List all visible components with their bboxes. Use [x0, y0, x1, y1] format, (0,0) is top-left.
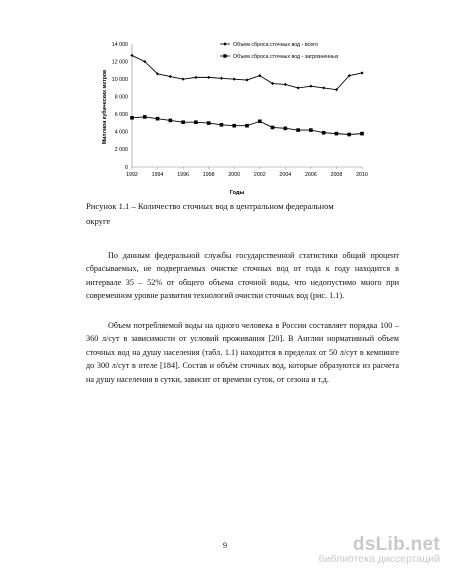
y-axis-title: Миллион кубических метров	[102, 69, 108, 145]
data-point-polluted	[347, 133, 351, 137]
y-tick-label: 0	[125, 164, 128, 171]
data-point-polluted	[194, 120, 198, 124]
y-tick-label: 14 000	[111, 41, 128, 48]
watermark-subtitle: библиотека диссертаций	[318, 553, 440, 565]
data-point-polluted	[309, 128, 313, 132]
y-tick-label: 12 000	[111, 59, 128, 66]
data-point-total	[233, 78, 236, 81]
x-tick-label: 2002	[253, 172, 266, 178]
y-tick-label: 4 000	[114, 129, 128, 136]
watermark	[319, 534, 440, 565]
data-point-total	[169, 75, 172, 78]
data-point-polluted	[335, 132, 339, 136]
paragraph-statistics-text: По данным федеральной службы государственной статистики общий процент сбрасываемых, не подвергаемых очистке сточных вод от года к году находится в интервале 35 – 52% от общего объема сточной воды, что недопустимо много при современном уровне развития технологий очистки сточных вод (рис. 1.1).	[86, 251, 399, 301]
data-point-total	[245, 78, 248, 81]
data-point-polluted	[245, 124, 249, 128]
series-line-total	[132, 55, 362, 89]
data-point-polluted	[130, 116, 134, 120]
sewage-volume-line-chart	[96, 32, 376, 200]
legend-diamond-marker	[223, 42, 227, 46]
y-tick-label: 8 000	[114, 94, 128, 101]
x-tick-label: 1994	[151, 172, 164, 178]
data-point-polluted	[258, 120, 262, 124]
data-point-polluted	[181, 120, 185, 124]
data-point-polluted	[143, 115, 147, 119]
data-point-total	[322, 86, 325, 89]
x-tick-label: 1996	[177, 172, 190, 178]
data-point-polluted	[169, 119, 173, 123]
figure-caption-line-1: Рисунок 1.1 – Количество сточных вод в центральном федеральном	[86, 201, 334, 211]
watermark-logo: dsLib.net	[352, 534, 440, 555]
data-point-total	[182, 78, 185, 81]
data-point-polluted	[207, 121, 211, 125]
y-tick-label: 10 000	[111, 76, 128, 83]
paragraph-consumption-text: Объем потребляемой воды на одного человека в России составляет порядка 100 – 360 л/сут в зависимости от условий проживания [20]. В Англии нормативный объем сточных вод на душу населения (табл. 1.1) находится в пределах от 50 л/сут в кемпинге до 300 л/сут в отеле [184]. Состав и объём сточных вод, которые образуются из расчета на душу населения в сутки, зависит от времени суток, от сезона и т.д.	[86, 321, 399, 384]
data-point-polluted	[232, 124, 236, 128]
legend-label-total: Объем сброса сточных вод - всего	[233, 42, 318, 48]
paragraph-statistics	[86, 249, 399, 303]
data-point-polluted	[271, 126, 275, 130]
figure-caption-line-2: округе	[86, 216, 111, 226]
data-point-total	[297, 86, 300, 89]
data-point-polluted	[156, 117, 160, 121]
data-point-total	[309, 85, 312, 88]
y-tick-label: 6 000	[114, 112, 128, 119]
legend-square-marker	[223, 54, 226, 57]
x-tick-label: 2010	[356, 172, 368, 178]
data-point-polluted	[322, 131, 326, 135]
x-tick-label: 2008	[330, 172, 343, 178]
data-point-polluted	[220, 123, 224, 127]
x-tick-label: 2006	[304, 172, 317, 178]
data-point-polluted	[296, 128, 300, 132]
y-tick-label: 2 000	[114, 147, 128, 154]
legend-label-polluted: Объем сброса сточных вод - загрязненных	[233, 54, 339, 60]
x-tick-label: 2004	[279, 172, 292, 178]
data-point-polluted	[360, 132, 364, 136]
paragraph-consumption	[86, 319, 399, 386]
x-tick-label: 2000	[228, 172, 241, 178]
data-point-total	[207, 76, 210, 79]
data-point-total	[194, 76, 197, 79]
data-point-polluted	[284, 127, 288, 131]
data-point-total	[360, 71, 363, 74]
figure-caption	[86, 199, 396, 229]
data-point-total	[220, 77, 223, 80]
x-axis-title: Годы	[229, 190, 245, 196]
data-point-total	[130, 54, 133, 57]
page-number: 9	[223, 541, 227, 550]
data-point-total	[284, 83, 287, 86]
x-tick-label: 1992	[126, 172, 138, 178]
x-tick-label: 1998	[202, 172, 215, 178]
